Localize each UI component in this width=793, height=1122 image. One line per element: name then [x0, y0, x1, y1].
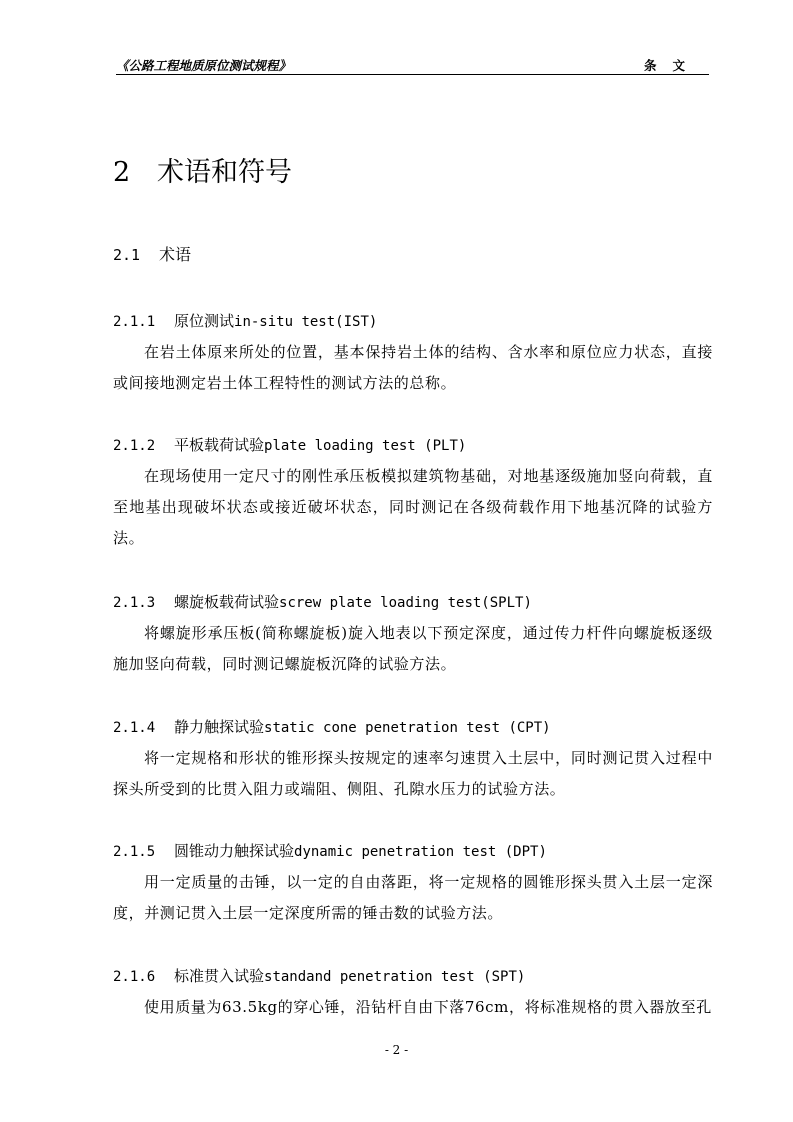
term-english-name: in-situ test(IST): [234, 314, 378, 330]
section-heading: [113, 242, 191, 265]
term-english-name: static cone penetration test (CPT): [264, 720, 551, 736]
header-document-title: 《公路工程地质原位测试规程》: [116, 58, 292, 73]
chapter-title: 术语和符号: [157, 157, 292, 188]
term-heading: [113, 964, 713, 988]
term-chinese-name: 静力触探试验: [174, 718, 265, 736]
term-chinese-name: 圆锥动力触探试验: [174, 842, 295, 860]
term-definition: 在现场使用一定尺寸的刚性承压板模拟建筑物基础，对地基逐级施加竖向荷载，直至地基出现破坏状态或接近破坏状态，同时测记在各级荷载作用下地基沉降的试验方法。: [113, 467, 713, 547]
term-definition: 使用质量为63.5kg的穿心锤，沿钻杆自由下落76cm，将标准规格的贯入器放至孔: [144, 998, 712, 1016]
term-english-name: dynamic penetration test (DPT): [294, 844, 547, 860]
term-chinese-name: 螺旋板载荷试验: [174, 593, 280, 611]
term-number: 2.1.3: [113, 595, 156, 611]
header-section-label: 条文: [643, 58, 701, 73]
section-title: 术语: [159, 245, 192, 264]
term-number: 2.1.2: [113, 438, 156, 454]
term-heading: [113, 839, 713, 863]
term-heading: [113, 590, 713, 614]
term-heading: [113, 715, 713, 739]
term-definition: 在岩土体原来所处的位置，基本保持岩土体的结构、含水率和原位应力状态，直接或间接地测定岩土体工程特性的测试方法的总称。: [113, 343, 713, 392]
term-chinese-name: 原位测试: [174, 312, 235, 330]
term-english-name: plate loading test (PLT): [264, 438, 467, 454]
page-header: [116, 52, 709, 75]
term-chinese-name: 标准贯入试验: [174, 967, 265, 985]
term-number: 2.1.4: [113, 720, 156, 736]
chapter-number: 2: [113, 157, 131, 188]
term-entry-2-1-2: [113, 433, 713, 554]
chapter-heading: [113, 150, 292, 189]
term-entry-2-1-1: [113, 309, 713, 399]
page-number: - 2 -: [384, 1043, 409, 1057]
term-entry-2-1-4: [113, 715, 713, 805]
term-definition: 用一定质量的击锤，以一定的自由落距，将一定规格的圆锥形探头贯入土层一定深度，并测记贯入土层一定深度所需的锤击数的试验方法。: [113, 873, 713, 922]
term-number: 2.1.5: [113, 844, 156, 860]
term-chinese-name: 平板载荷试验: [174, 436, 265, 454]
term-english-name: standand penetration test (SPT): [264, 969, 526, 985]
term-english-name: screw plate loading test(SPLT): [279, 595, 532, 611]
term-definition: 将一定规格和形状的锥形探头按规定的速率匀速贯入土层中，同时测记贯入过程中探头所受到的比贯入阻力或端阻、侧阻、孔隙水压力的试验方法。: [113, 749, 713, 798]
section-number: 2.1: [113, 246, 141, 264]
term-entry-2-1-3: [113, 590, 713, 680]
term-entry-2-1-6: [113, 964, 713, 1023]
term-definition: 将螺旋形承压板(简称螺旋板)旋入地表以下预定深度，通过传力杆件向螺旋板逐级施加竖向荷载，同时测记螺旋板沉降的试验方法。: [113, 624, 713, 673]
term-heading: [113, 433, 713, 457]
term-number: 2.1.1: [113, 314, 156, 330]
term-heading: [113, 309, 713, 333]
term-number: 2.1.6: [113, 969, 156, 985]
term-entry-2-1-5: [113, 839, 713, 929]
